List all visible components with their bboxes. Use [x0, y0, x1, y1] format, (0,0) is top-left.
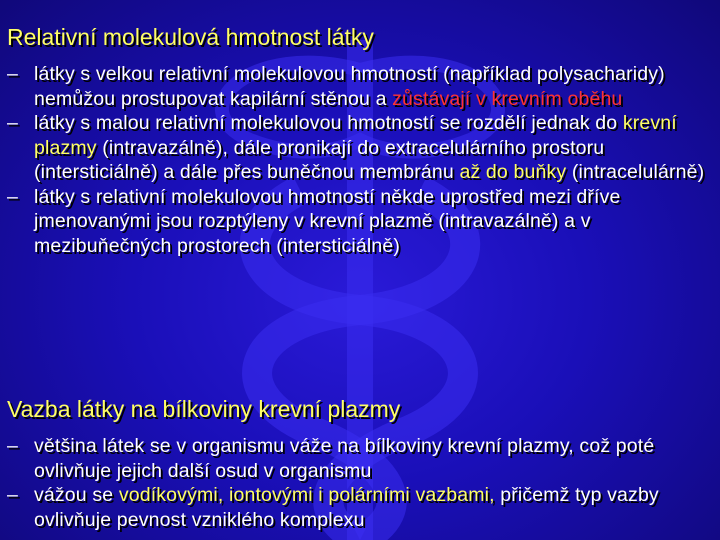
bullet-dash: –	[7, 112, 18, 134]
bullet-list-protein-binding	[0, 434, 720, 532]
bullet-dash: –	[7, 435, 18, 457]
highlighted-text: krevní plazmy	[34, 112, 677, 159]
bullet-text: látky s relativní molekulovou hmotností někde uprostřed mezi dříve jmenovanými jsou rozptýleny v krevní plazmě (intravazálně) a v mezibuňečných prostorech (intersticiálně)	[34, 185, 621, 257]
highlighted-text: vodíkovými, iontovými i polárními vazbami,	[118, 484, 495, 506]
bullet-item	[0, 111, 720, 185]
bullet-text: přičemž typ vazby ovlivňuje pevnost vzniklého komplexu	[34, 484, 659, 531]
bullet-dash: –	[7, 63, 18, 85]
bullet-item	[0, 434, 720, 483]
bullet-text: (intravazálně), dále pronikají do extracelulárního prostoru (intersticiálně) a dále přes buněčnou membránu	[34, 136, 605, 183]
bullet-item	[0, 483, 720, 532]
heading-protein-binding: Vazba látky na bílkoviny krevní plazmy	[7, 396, 401, 422]
bullet-text: (intracelulárně)	[566, 161, 705, 183]
heading-molecular-weight: Relativní molekulová hmotnost látky	[7, 24, 374, 50]
highlighted-text: zůstávají v krevním oběhu	[392, 87, 623, 110]
bullet-text: látky s velkou relativní molekulovou hmotností (například polysacharidy) nemůžou prostupovat kapilární stěnou a	[34, 63, 665, 110]
bullet-dash: –	[7, 484, 18, 506]
bullet-text: většina látek se v organismu váže na bílkoviny krevní plazmy, což poté ovlivňuje jejich další osud v organismu	[34, 435, 655, 482]
bullet-list-molecular-weight	[0, 62, 720, 258]
bullet-item	[0, 62, 720, 111]
highlighted-text: až do buňky	[459, 161, 567, 183]
bullet-text: vážou se	[34, 484, 119, 506]
bullet-text: látky s malou relativní molekulovou hmotností se rozdělí jednak do	[34, 112, 623, 134]
bullet-dash: –	[7, 185, 18, 208]
bullet-item	[0, 185, 720, 259]
